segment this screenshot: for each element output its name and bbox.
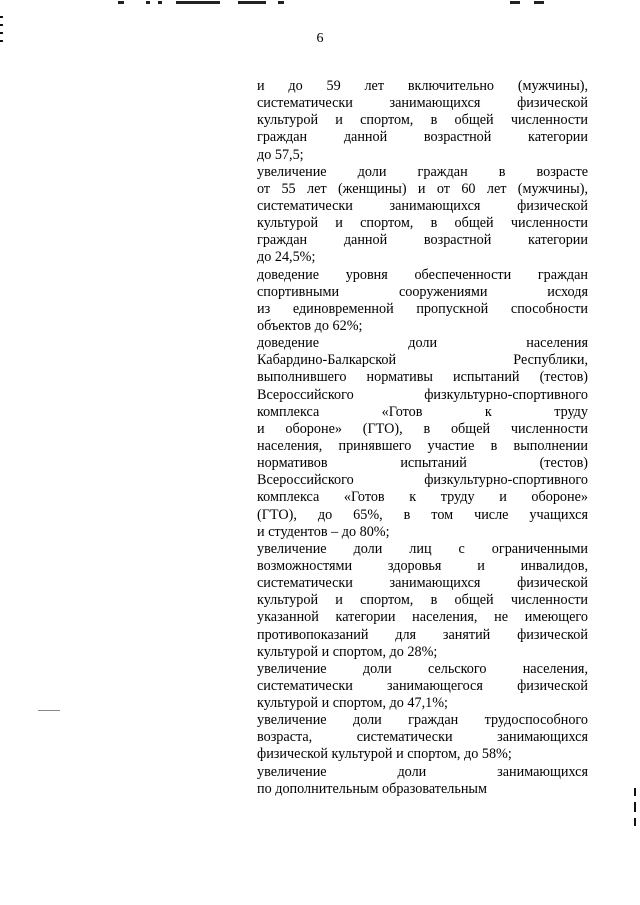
text-line: возраста, систематически занимающихся [257,729,588,746]
text-line: увеличение доли занимающихся [257,763,588,780]
text-line: по дополнительным образовательным [257,780,487,797]
paragraph [257,267,588,336]
text-line: увеличение доли граждан в возрасте [257,163,588,180]
text-line: объектов до 62%; [257,317,363,334]
page-number: 6 [316,31,324,46]
text-line: населения, принявшего участие в выполнении [257,437,588,454]
scan-artifact-top [118,0,558,6]
scan-artifact-dash [38,710,60,711]
paragraph [257,78,588,164]
text-line: культурой и спортом, до 47,1%; [257,695,448,712]
text-line: и до 59 лет включительно (мужчины), [257,78,588,94]
text-line: увеличение доли граждан трудоспособного [257,712,588,729]
paragraph [257,764,588,798]
text-line: культурой и спортом, в общей численности [257,112,588,129]
text-line: Всероссийского физкультурно-спортивного [257,472,588,489]
text-line: комплекса «Готов к труду [257,403,588,420]
text-line: увеличение доли сельского населения, [257,660,588,677]
paragraph [257,712,588,763]
text-line: культурой и спортом, до 28%; [257,643,438,660]
text-line: возможностями здоровья и инвалидов, [257,557,588,574]
text-line: (ГТО), до 65%, в том числе учащихся [257,506,588,523]
paragraph [257,164,588,267]
text-line: граждан данной возрастной категории [257,232,588,249]
text-line: Всероссийского физкультурно-спортивного [257,386,588,403]
text-line: спортивными сооружениями исходя [257,283,588,300]
text-line: противопоказаний для занятий физической [257,626,588,643]
text-line: нормативов испытаний (тестов) [257,455,588,472]
text-line: из единовременной пропускной способности [257,300,588,317]
text-line: культурой и спортом, в общей численности [257,215,588,232]
text-line: культурой и спортом, в общей численности [257,592,588,609]
text-line: физической культурой и спортом, до 58%; [257,746,512,763]
text-line: от 55 лет (женщины) и от 60 лет (мужчины), [257,180,588,197]
text-line: систематически занимающихся физической [257,95,588,112]
text-line: систематически занимающихся физической [257,197,588,214]
text-line: до 24,5%; [257,249,316,266]
text-line: доведение уровня обеспеченности граждан [257,266,588,283]
text-line: указанной категории населения, не имеющего [257,609,588,626]
scan-artifact-right [634,788,638,828]
document-body [257,78,588,798]
text-line: увеличение доли лиц с ограниченными [257,540,588,557]
text-line: систематически занимающихся физической [257,575,588,592]
text-line: и обороне» (ГТО), в общей численности [257,420,588,437]
text-line: Кабардино-Балкарской Республики, [257,352,588,369]
text-line: до 57,5; [257,146,304,163]
text-line: систематически занимающегося физической [257,677,588,694]
text-line: выполнившего нормативы испытаний (тестов) [257,369,588,386]
text-line: граждан данной возрастной категории [257,129,588,146]
paragraph [257,541,588,661]
text-line: доведение доли населения [257,335,588,352]
paragraph [257,661,588,712]
paragraph [257,335,588,541]
text-line: и студентов – до 80%; [257,523,390,540]
text-line: комплекса «Готов к труду и обороне» [257,489,588,506]
